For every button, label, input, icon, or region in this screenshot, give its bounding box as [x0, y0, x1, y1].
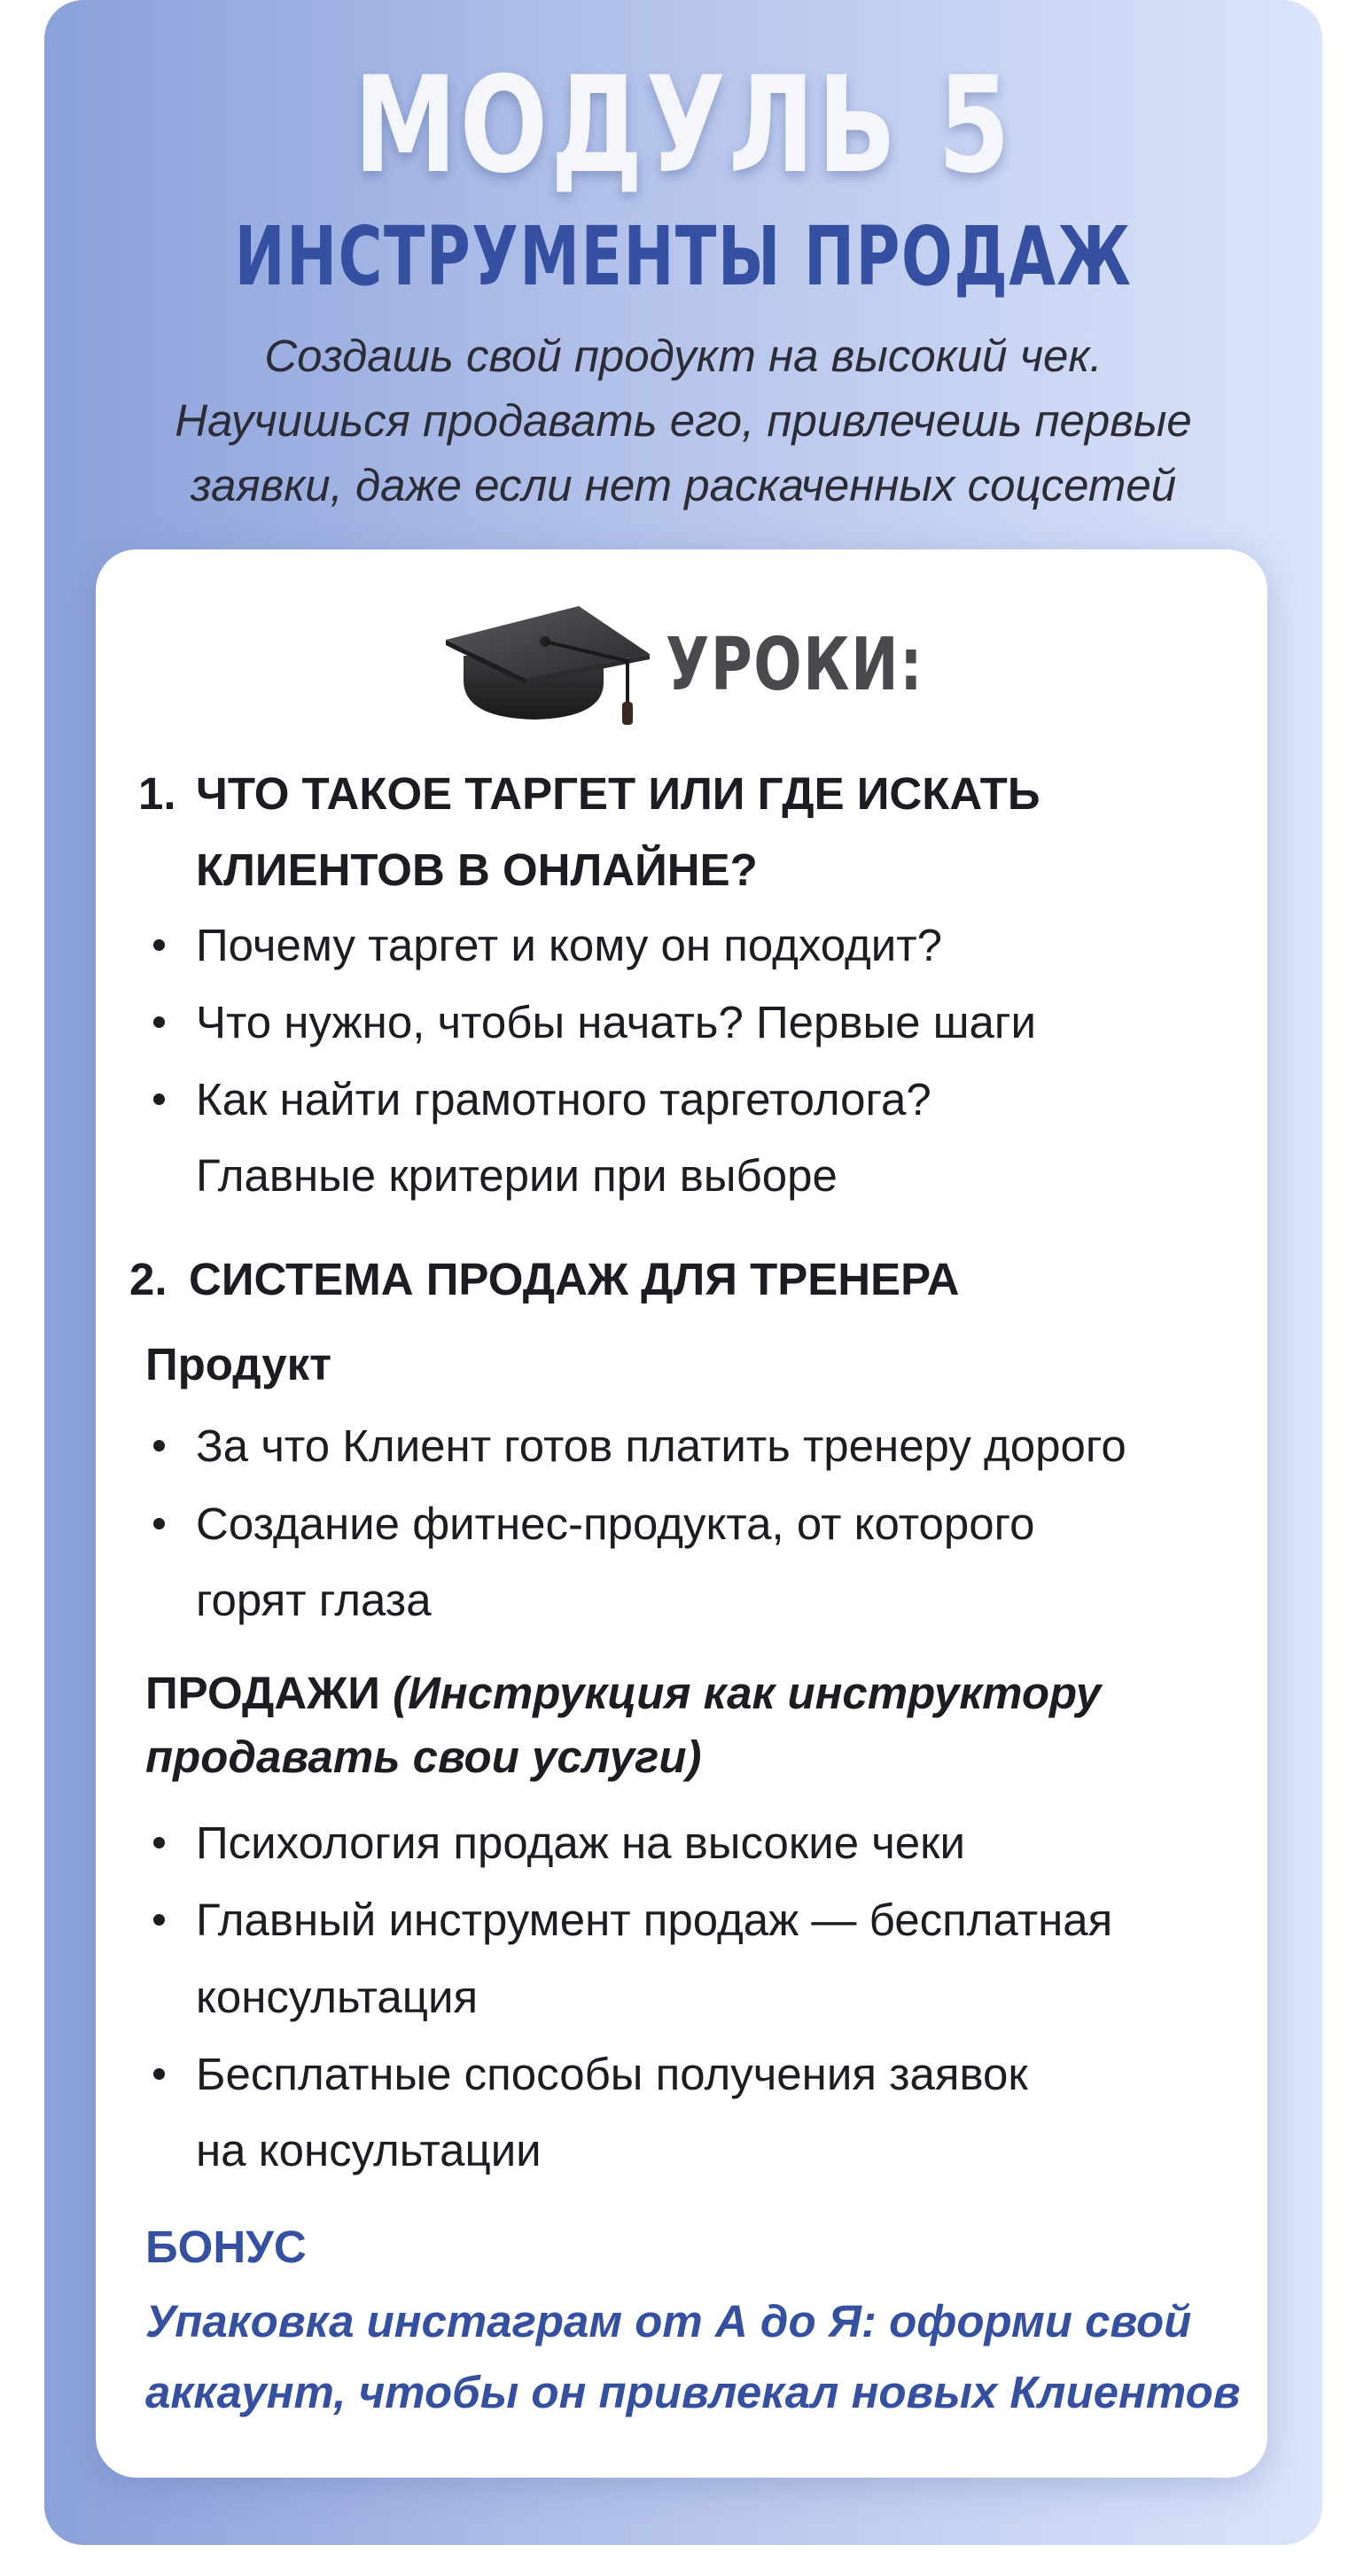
lessons-header [446, 603, 996, 727]
description-line: Создашь свой продукт на высокий чек. [264, 331, 1103, 381]
module-subtitle: ИНСТРУМЕНТЫ ПРОДАЖ [234, 209, 1133, 304]
sales-bullet-cont: консультация [196, 1972, 479, 2022]
bonus-label: БОНУС [145, 2222, 307, 2272]
product-bullet-cont: горят глаза [196, 1575, 432, 1625]
sales-bullet: Бесплатные способы получения заявок [196, 2035, 1028, 2113]
product-heading: Продукт [145, 1339, 332, 1389]
module-title: МОДУЛЬ 5 [354, 49, 1013, 203]
sales-heading [145, 1662, 1101, 1725]
lesson-1-bullet: Почему таргет и кому он подходит? [196, 907, 942, 984]
product-bullet: Создание фитнес-продукта, от которого [196, 1485, 1035, 1562]
bonus-text: Упаковка инстаграм от А до Я: оформи свой [145, 2296, 1192, 2346]
product-bullet: За что Клиент готов платить тренеру дорого [196, 1407, 1126, 1484]
lessons-title: УРОКИ: [666, 622, 924, 707]
lesson-1-title: ЧТО ТАКОЕ ТАРГЕТ ИЛИ ГДЕ ИСКАТЬ [196, 768, 1041, 819]
bonus-text: аккаунт, чтобы он привлекал новых Клиентов [145, 2367, 1241, 2417]
graduation-cap-icon [446, 603, 650, 727]
sales-heading-note: (Инструкция как инструктору [393, 1668, 1102, 1718]
lessons-card [96, 549, 1267, 2478]
lesson-1-number: 1. [138, 768, 176, 819]
sales-heading-note-cont: продавать свои услуги) [145, 1732, 702, 1782]
description-line: заявки, даже если нет раскаченных соцсетей [190, 460, 1177, 510]
sales-bullet-cont: на консультации [196, 2125, 542, 2175]
module-description [80, 323, 1287, 518]
sales-bullet: Главный инструмент продаж — бесплатная [196, 1881, 1112, 1958]
lesson-1-bullet-cont: Главные критерии при выборе [196, 1150, 838, 1201]
lesson-1-bullet: Как найти грамотного таргетолога? [196, 1061, 931, 1138]
lesson-2-title: СИСТЕМА ПРОДАЖ ДЛЯ ТРЕНЕРА [189, 1254, 960, 1304]
lesson-2-number: 2. [129, 1254, 168, 1304]
lesson-1-bullet: Что нужно, чтобы начать? Первые шаги [196, 984, 1036, 1061]
sales-bullet: Психология продаж на высокие чеки [196, 1804, 965, 1881]
description-line: Научишься продавать его, привлечешь первые [175, 395, 1192, 446]
sales-heading-label: ПРОДАЖИ [145, 1668, 380, 1718]
lesson-1-title: КЛИЕНТОВ В ОНЛАЙНЕ? [196, 844, 758, 895]
module-panel [44, 0, 1322, 2545]
